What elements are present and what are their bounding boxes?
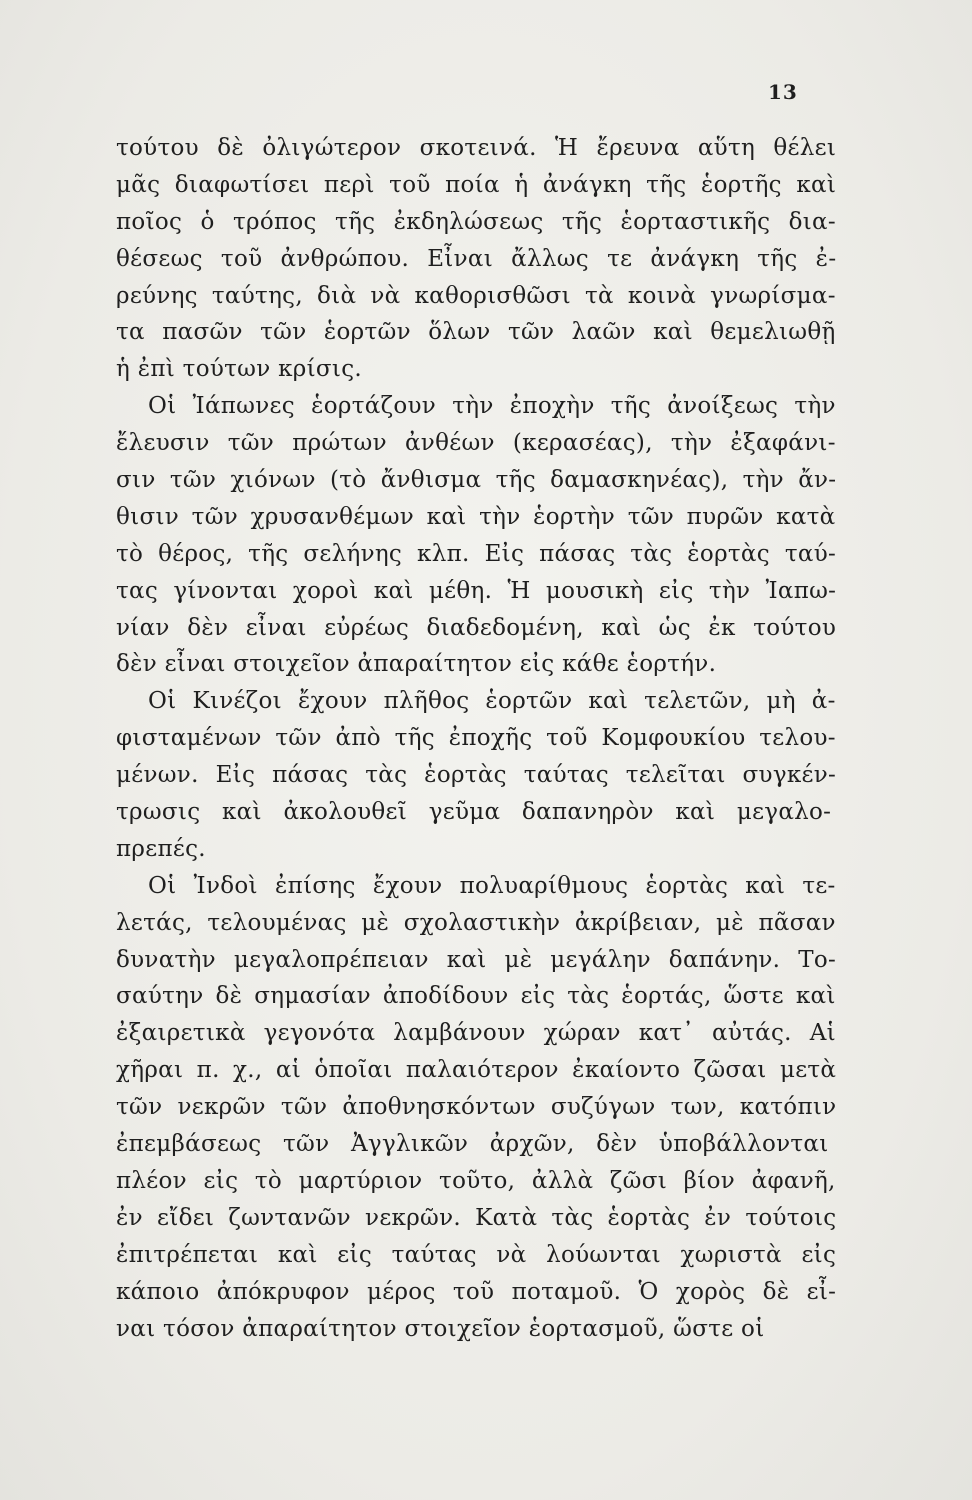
text-line: τὸ θέρος, τῆς σελήνης κλπ. Εἰς πάσας τὰς ἑορτὰς ταύ-	[116, 540, 837, 567]
text-line: ἐπεμβάσεως τῶν Ἀγγλικῶν ἀρχῶν, δὲν ὑποβάλλονται	[116, 1131, 829, 1158]
text-line: θέσεως τοῦ ἀνθρώπου. Εἶναι ἄλλως τε ἀνάγκη τῆς ἐ-	[116, 245, 837, 272]
text-line: τρωσις καὶ ἀκολουθεῖ γεῦμα δαπανηρὸν καὶ μεγαλο-	[116, 799, 832, 826]
text-line: ἐν εἴδει ζωντανῶν νεκρῶν. Κατὰ τὰς ἑορτὰς ἐν τούτοις	[116, 1204, 837, 1231]
text-line: ἐπιτρέπεται καὶ εἰς ταύτας νὰ λούωνται χωριστὰ εἰς	[116, 1241, 837, 1268]
text-line: δυνατὴν μεγαλοπρέπειαν καὶ μὲ μεγάλην δαπάνην. Το-	[116, 946, 837, 973]
text-line: ἔλευσιν τῶν πρώτων ἀνθέων (κερασέας), τὴν ἐξαφάνι-	[116, 430, 836, 457]
text-line: μᾶς διαφωτίσει περὶ τοῦ ποία ἡ ἀνάγκη τῆς ἑορτῆς καὶ	[116, 171, 837, 198]
text-line: ρεύνης ταύτης, διὰ νὰ καθορισθῶσι τὰ κοινὰ γνωρίσμα-	[116, 282, 836, 309]
text-line: λετάς, τελουμένας μὲ σχολαστικὴν ἀκρίβειαν, μὲ πᾶσαν	[116, 909, 836, 936]
text-line: Οἱ Ἰνδοὶ ἐπίσης ἔχουν πολυαρίθμους ἑορτὰς καὶ τε-	[148, 872, 836, 899]
text-line: Οἱ Κινέζοι ἔχουν πλῆθος ἑορτῶν καὶ τελετῶν, μὴ ἀ-	[148, 688, 836, 715]
text-line: μένων. Εἰς πάσας τὰς ἑορτὰς ταύτας τελεῖται συγκέν-	[116, 762, 837, 789]
text-line: φισταμένων τῶν ἀπὸ τῆς ἐποχῆς τοῦ Κομφουκίου τελου-	[116, 725, 836, 752]
text-line: θισιν τῶν χρυσανθέμων καὶ τὴν ἑορτὴν τῶν πυρῶν κατὰ	[116, 503, 836, 530]
text-line: δὲν εἶναι στοιχεῖον ἀπαραίτητον εἰς κάθε ἑορτήν.	[116, 651, 717, 678]
body-text	[116, 130, 836, 1347]
text-line: πλέον εἰς τὸ μαρτύριον τοῦτο, ἀλλὰ ζῶσι βίον ἀφανῆ,	[116, 1167, 836, 1194]
text-line: ποῖος ὁ τρόπος τῆς ἐκδηλώσεως τῆς ἑορταστικῆς δια-	[116, 208, 836, 235]
text-line: ἡ ἐπὶ τούτων κρίσις.	[116, 356, 363, 383]
text-line: σαύτην δὲ σημασίαν ἀποδίδουν εἰς τὰς ἑορτάς, ὥστε καὶ	[116, 983, 836, 1010]
text-line: χῆραι π. χ., αἱ ὁποῖαι παλαιότερον ἐκαίοντο ζῶσαι μετὰ	[116, 1057, 837, 1084]
text-line: κάποιο ἀπόκρυφον μέρος τοῦ ποταμοῦ. Ὁ χορὸς δὲ εἶ-	[116, 1278, 837, 1305]
text-line: τούτου δὲ ὀλιγώτερον σκοτεινά. Ἡ ἔρευνα αὕτη θέλει	[116, 135, 837, 161]
text-line: τα πασῶν τῶν ἑορτῶν ὅλων τῶν λαῶν καὶ θεμελιωθῇ	[116, 319, 836, 346]
text-line: ναι τόσον ἀπαραίτητον στοιχεῖον ἑορτασμοῦ, ὥστε οἱ	[116, 1315, 765, 1342]
text-line: σιν τῶν χιόνων (τὸ ἄνθισμα τῆς δαμασκηνέας), τὴν ἄν-	[116, 467, 837, 494]
text-line: τῶν νεκρῶν τῶν ἀποθνησκόντων συζύγων των, κατόπιν	[116, 1094, 837, 1121]
text-line: νίαν δὲν εἶναι εὐρέως διαδεδομένη, καὶ ὡς ἐκ τούτου	[116, 614, 837, 641]
text-line: πρεπές.	[116, 835, 206, 862]
text-line: ἐξαιρετικὰ γεγονότα λαμβάνουν χώραν κατ᾽ αὐτάς. Αἱ	[116, 1020, 836, 1047]
text-line: Οἱ Ἰάπωνες ἑορτάζουν τὴν ἐποχὴν τῆς ἀνοίξεως τὴν	[148, 393, 836, 420]
page-number: 13	[768, 80, 798, 104]
text-line: τας γίνονται χοροὶ καὶ μέθη. Ἡ μουσικὴ εἰς τὴν Ἰαπω-	[116, 577, 837, 604]
